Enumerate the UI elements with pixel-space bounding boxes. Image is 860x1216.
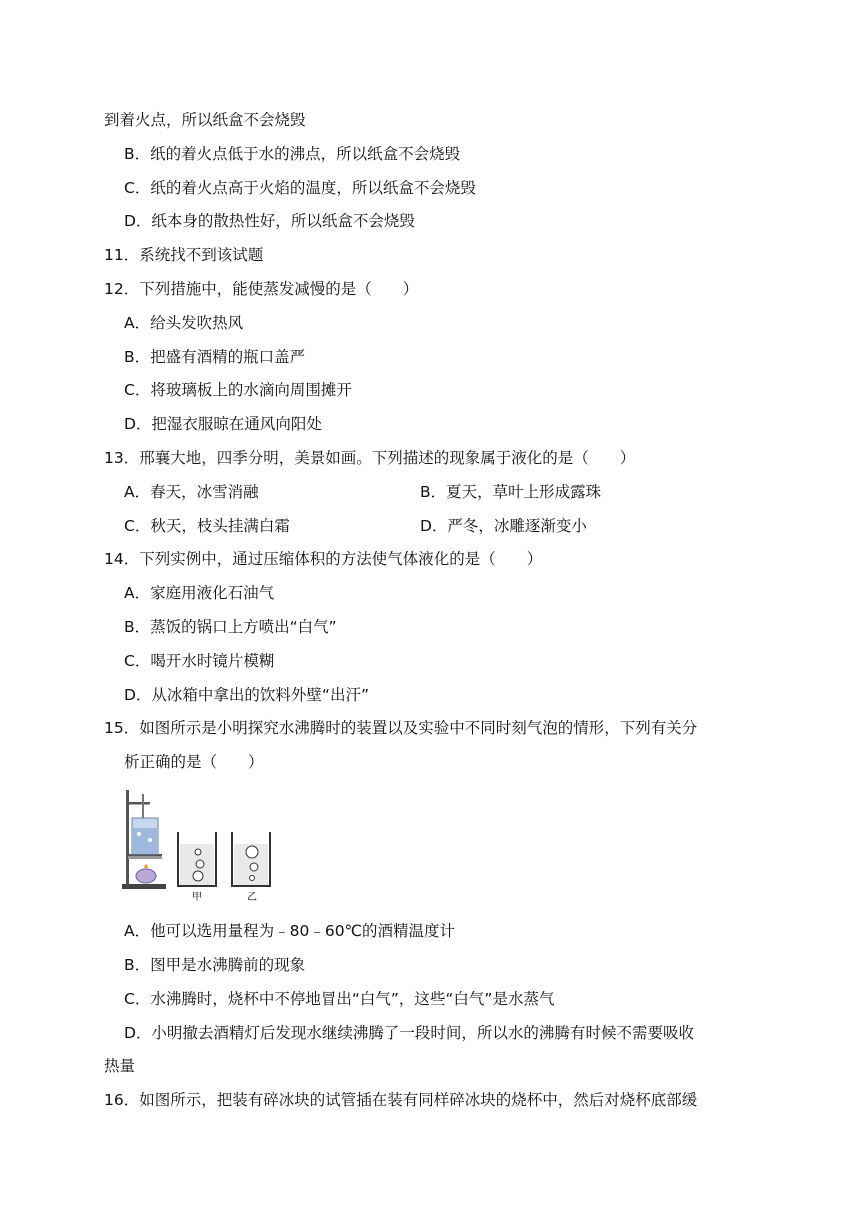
stand-clamp-arm	[126, 802, 150, 805]
q10-continuation: 到着火点，所以纸盒不会烧毁	[104, 111, 306, 129]
q15-stem-line1: 15．如图所示是小明探究水沸腾时的装置以及实验中不同时刻气泡的情形，下列有关分	[104, 719, 698, 737]
q12-option-c: C．将玻璃板上的水滴向周围摊开	[124, 381, 352, 399]
alcohol-lamp	[136, 869, 156, 883]
boiling-experiment-figure	[112, 788, 284, 904]
q15-option-d-line1: D．小明撤去酒精灯后发现水继续沸腾了一段时间，所以水的沸腾有时候不需要吸收	[124, 1024, 694, 1042]
bubble	[137, 832, 141, 836]
q12-stem: 12．下列措施中，能使蒸发减慢的是（ ）	[104, 280, 419, 298]
q10-option-b: B．纸的着火点低于水的沸点，所以纸盒不会烧毁	[124, 145, 461, 163]
flame-icon	[144, 864, 148, 868]
q14-option-c: C．喝开水时镜片模糊	[124, 652, 275, 670]
bubble	[195, 849, 201, 855]
q12-option-a: A．给头发吹热风	[124, 314, 244, 332]
q10-option-d: D．纸本身的散热性好，所以纸盒不会烧毁	[124, 212, 415, 230]
bubble	[193, 871, 203, 881]
q15-option-c: C．水沸腾时，烧杯中不停地冒出“白气”，这些“白气”是水蒸气	[124, 990, 555, 1008]
q13-option-b: B．夏天，草叶上形成露珠	[420, 483, 602, 501]
q11-stem: 11．系统找不到该试题	[104, 246, 264, 264]
q10-option-c: C．纸的着火点高于火焰的温度，所以纸盒不会烧毁	[124, 179, 476, 197]
wire-gauze	[128, 856, 162, 859]
q13-option-a: A．春天，冰雪消融	[124, 483, 259, 501]
q16-stem-line1: 16．如图所示，把装有碎冰块的试管插在装有同样碎冰块的烧杯中，然后对烧杯底部缓	[104, 1091, 698, 1109]
label-jia: 甲	[192, 892, 202, 903]
bubble	[246, 846, 258, 858]
q12-option-b: B．把盛有酒精的瓶口盖严	[124, 348, 306, 366]
bubble	[250, 863, 258, 871]
q12-option-d: D．把湿衣服晾在通风向阳处	[124, 415, 322, 433]
q14-option-a: A．家庭用液化石油气	[124, 584, 275, 602]
q15-option-a: A．他可以选用量程为﹣80﹣60℃的酒精温度计	[124, 922, 455, 940]
q14-option-b: B．蒸饭的锅口上方喷出“白气”	[124, 618, 337, 636]
bubble	[148, 838, 152, 842]
q15-option-b: B．图甲是水沸腾前的现象	[124, 956, 306, 974]
q15-stem-line2: 析正确的是（ ）	[124, 753, 264, 771]
q13-stem: 13．邢襄大地，四季分明，美景如画。下列描述的现象属于液化的是（ ）	[104, 449, 636, 467]
stand-beaker-water	[132, 828, 158, 854]
label-yi: 乙	[247, 892, 257, 903]
bubble	[196, 860, 204, 868]
q14-option-d: D．从冰箱中拿出的饮料外壁“出汗”	[124, 686, 369, 704]
q13-option-c: C．秋天，枝头挂满白霜	[124, 517, 290, 535]
q13-option-d: D．严冬，冰雕逐渐变小	[420, 517, 587, 535]
q14-stem: 14．下列实例中，通过压缩体积的方法使气体液化的是（ ）	[104, 550, 543, 568]
q15-option-d-line2: 热量	[104, 1057, 136, 1075]
bubble	[250, 876, 255, 881]
